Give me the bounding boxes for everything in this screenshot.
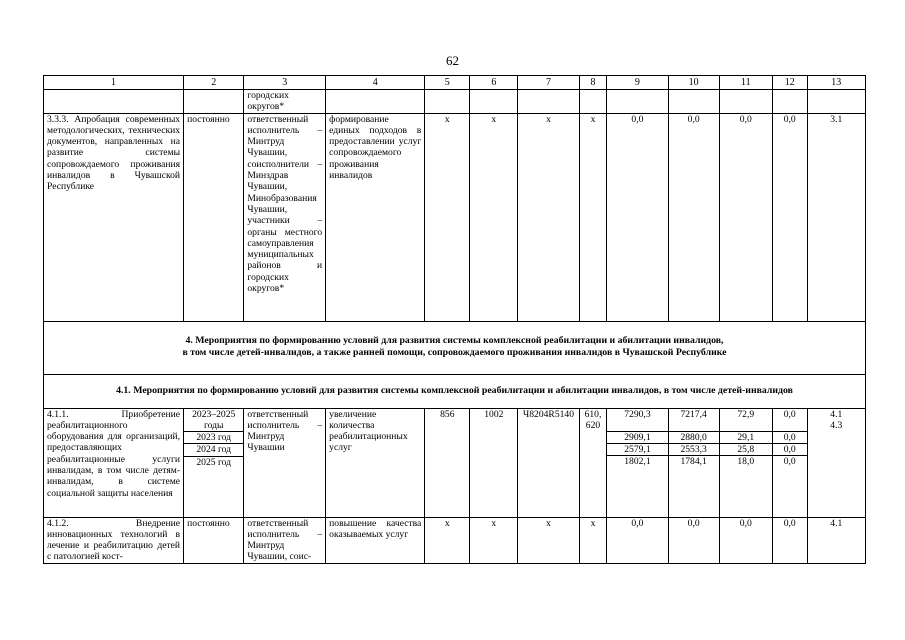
table-row-3-3-3 — [44, 113, 866, 321]
cell-value-federal: 7217,4 2880,0 2553,3 1784,1 — [668, 408, 719, 517]
cell-period: 2023–2025 годы 2023 год 2024 год 2025 год — [184, 408, 244, 517]
section-4-1-heading: 4.1. Мероприятия по формированию условий для развития системы комплексной реабилитации и абилитации инвалидов, в том числе детей-инвалидов — [44, 374, 866, 408]
table-row-4-1-2 — [44, 517, 866, 563]
cell-value: 610, 620 — [579, 408, 607, 517]
cell-result: формирование единых подходов в предоставлении услуг сопровождаемого проживания инвалидов — [326, 113, 425, 321]
col-header: 13 — [807, 76, 865, 90]
cell-value: х — [518, 517, 579, 563]
cell-value-total: 7290,3 2909,1 2579,1 1802,1 — [607, 408, 668, 517]
cell-period: постоянно — [184, 517, 244, 563]
cell-value: х — [579, 113, 607, 321]
col-header: 12 — [772, 76, 807, 90]
cell-value: 3.1 — [807, 113, 865, 321]
col-header: 3 — [244, 76, 326, 90]
cell-executor: ответственный исполнитель – Минтруд Чувашии — [244, 408, 326, 517]
col-header: 2 — [184, 76, 244, 90]
column-number-row — [44, 76, 866, 90]
cell-measure-name: 3.3.3. Апробация современных методологических, технических документов, направленных на развитие системы сопровождаемого проживания инвалидов в Чувашской Республике — [44, 113, 184, 321]
page-number: 62 — [446, 53, 459, 68]
cell-value-republic: 72,9 29,1 25,8 18,0 — [719, 408, 772, 517]
table-row-4-1-1 — [44, 408, 866, 517]
cell-executor: городских округов* — [244, 90, 326, 114]
cell-value: х — [470, 113, 518, 321]
cell-value: 856 — [425, 408, 470, 517]
col-header: 1 — [44, 76, 184, 90]
cell-value: х — [518, 113, 579, 321]
cell-executor: ответственный исполнитель – Минтруд Чувашии, соисполнители – Минздрав Чувашии, Минобразования Чувашии, участники – органы местного самоуправления муниципальных районов и городских округов* — [244, 113, 326, 321]
cell-value: 4.1 — [807, 517, 865, 563]
cell-value: х — [579, 517, 607, 563]
cell-period: постоянно — [184, 113, 244, 321]
cell-result: увеличение количества реабилитационных услуг — [326, 408, 425, 517]
section-4-1-row — [44, 374, 866, 408]
section-4-row — [44, 321, 866, 374]
col-header: 10 — [668, 76, 719, 90]
col-header: 5 — [425, 76, 470, 90]
cell-result: повышение качества оказываемых услуг — [326, 517, 425, 563]
cell-value: 0,0 — [772, 517, 807, 563]
cell-value: 0,0 — [607, 517, 668, 563]
cell-value: 0,0 — [719, 517, 772, 563]
col-header: 11 — [719, 76, 772, 90]
cell-executor: ответственный исполнитель – Минтруд Чувашии, соис- — [244, 517, 326, 563]
col-header: 9 — [607, 76, 668, 90]
cell-indicator-ref: 4.1 4.3 — [807, 408, 865, 517]
section-4-heading: 4. Мероприятия по формированию условий для развития системы комплексной реабилитации и абилитации инвалидов, в том числе детей-инвалидов, а также ранней помощи, сопровождаемого проживания инвалидов в Чувашской Республике — [44, 321, 866, 374]
cell-value: 0,0 — [719, 113, 772, 321]
col-header: 6 — [470, 76, 518, 90]
cell-value: х — [470, 517, 518, 563]
col-header: 7 — [518, 76, 579, 90]
cell-value: 1002 — [470, 408, 518, 517]
cell-value-local: 0,0 0,0 0,0 0,0 — [772, 408, 807, 517]
col-header: 4 — [326, 76, 425, 90]
cell-value: 0,0 — [772, 113, 807, 321]
col-header: 8 — [579, 76, 607, 90]
cell-value: 0,0 — [668, 113, 719, 321]
cell-value: 0,0 — [668, 517, 719, 563]
cell-value: 0,0 — [607, 113, 668, 321]
cell-value: х — [425, 113, 470, 321]
table-row-continuation — [44, 90, 866, 114]
measures-table — [43, 75, 866, 564]
cell-value: Ч8204R5140 — [518, 408, 579, 517]
cell-value: х — [425, 517, 470, 563]
cell-measure-name: 4.1.2. Внедрение инновационных технологий в лечение и реабилитацию детей с патологией кост- — [44, 517, 184, 563]
cell-measure-name: 4.1.1. Приобретение реабилитационного оборудования для организаций, предоставляющих реабилитационные услуги инвалидам, в том числе детям-инвалидам, в системе социальной защиты населения — [44, 408, 184, 517]
